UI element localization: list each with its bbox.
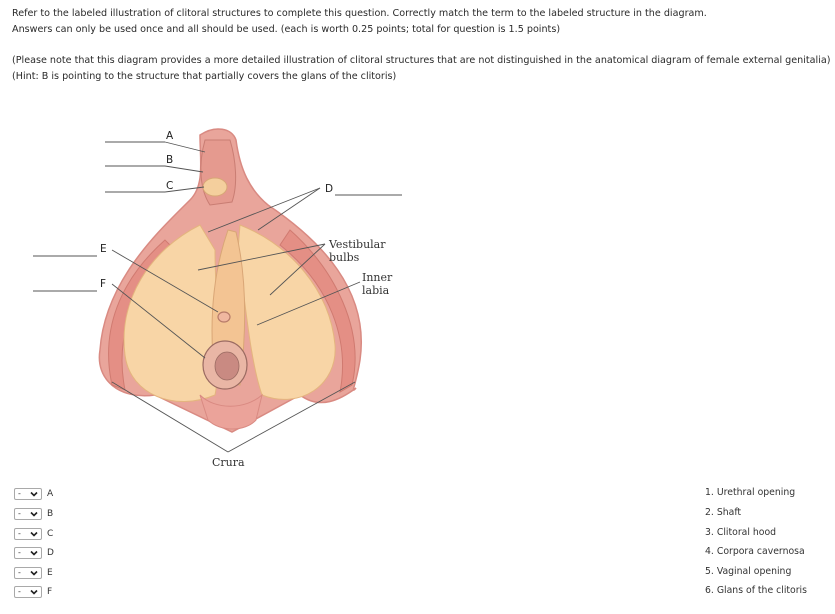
- answer-row-a: [14, 487, 53, 501]
- answer-row-d: [14, 546, 54, 560]
- urethral-opening: [218, 312, 230, 322]
- answer-letter: D: [47, 548, 54, 558]
- answer-letter: A: [47, 489, 54, 499]
- label-inner-line1: Inner: [362, 271, 393, 284]
- chevron-down-icon: [30, 549, 38, 557]
- label-e: E: [100, 243, 107, 255]
- dropdown-selected-value: -: [18, 568, 21, 577]
- answer-dropdown-e[interactable]: [14, 567, 42, 579]
- dropdown-selected-value: -: [18, 509, 21, 518]
- chevron-down-icon: [30, 569, 38, 577]
- question-note: (Please note that this diagram provides a more detailed illustration of clitoral structures that are not distinguished in the anatomical diagram of female external genitalia): [12, 55, 831, 66]
- term-item: 4. Corpora cavernosa: [705, 546, 805, 557]
- term-item: 5. Vaginal opening: [705, 566, 792, 577]
- term-item: 6. Glans of the clitoris: [705, 585, 807, 596]
- leader-line-a-ptr: [165, 142, 205, 152]
- answer-letter: E: [47, 568, 53, 578]
- answer-dropdown-c[interactable]: [14, 528, 42, 540]
- label-crura: Crura: [212, 456, 245, 469]
- vaginal-opening-inner: [215, 352, 239, 380]
- chevron-down-icon: [30, 490, 38, 498]
- chevron-down-icon: [30, 588, 38, 596]
- answer-letter: B: [47, 509, 54, 519]
- leader-line-b-ptr: [165, 166, 203, 172]
- label-b: B: [166, 154, 174, 166]
- answer-row-b: [14, 507, 53, 521]
- chevron-down-icon: [30, 530, 38, 538]
- answer-row-e: [14, 566, 53, 580]
- label-a: A: [166, 130, 174, 142]
- label-vestibular-line1: Vestibular: [329, 238, 386, 251]
- dropdown-selected-value: -: [18, 548, 21, 557]
- label-d: D: [325, 183, 334, 195]
- question-rules: Answers can only be used once and all should be used. (each is worth 0.25 points; total for question is 1.5 points): [12, 24, 561, 35]
- dropdown-selected-value: -: [18, 489, 21, 498]
- chevron-down-icon: [30, 510, 38, 518]
- left-vestibular-bulb: [124, 225, 218, 402]
- answer-dropdown-d[interactable]: [14, 547, 42, 559]
- label-c: C: [166, 180, 174, 192]
- question-instructions: Refer to the labeled illustration of clitoral structures to complete this question. Correctly match the term to the labeled structure in the diagram.: [12, 8, 707, 19]
- term-item: 2. Shaft: [705, 507, 742, 518]
- label-vestibular-line2: bulbs: [329, 251, 360, 264]
- term-item: 1. Urethral opening: [705, 487, 796, 498]
- answer-dropdown-b[interactable]: [14, 508, 42, 520]
- dropdown-selected-value: -: [18, 529, 21, 538]
- answer-letter: C: [47, 529, 54, 539]
- answer-letter: F: [47, 587, 53, 597]
- question-hint: (Hint: B is pointing to the structure that partially covers the glans of the clitoris): [12, 71, 397, 82]
- label-f: F: [100, 278, 107, 290]
- label-inner-line2: labia: [362, 284, 390, 297]
- answer-row-f: [14, 585, 52, 599]
- answer-dropdown-a[interactable]: [14, 488, 42, 500]
- dropdown-selected-value: -: [18, 587, 21, 596]
- answer-row-c: [14, 527, 53, 541]
- clitoral-glans: [203, 178, 227, 196]
- term-item: 3. Clitoral hood: [705, 527, 777, 538]
- answer-dropdown-f[interactable]: [14, 586, 42, 598]
